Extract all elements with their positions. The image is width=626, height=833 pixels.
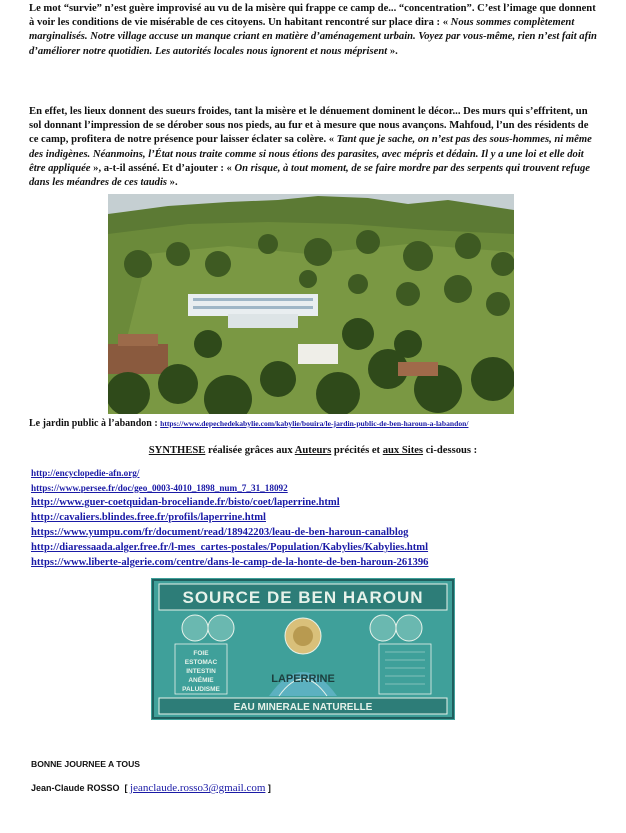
mahfoud-quote: Tant que je sache, on n’est pas des sous-hommes, ni même des indigènes. Néanmoins, l’État nous traite comme si nous étions des parasites, avec mépris et dédain. Il y a une loi et elle doit être appliquée	[29, 134, 592, 174]
paragraph-end: ».	[167, 177, 178, 189]
caption-label: Le jardin public à l’abandon :	[29, 418, 161, 429]
author-email-link[interactable]: jeanclaude.rosso3@gmail.com	[130, 782, 266, 794]
bracket-close: ]	[265, 783, 271, 793]
resident-quote: Nous sommes complètement marginalisés. Notre village accuse un manque criant en matière d’aménagement urbain. Voyez par vous-même, rien n’est fait afin d’améliorer notre quotidien. Les autorités locales nous ignorent et nous méprisent	[29, 17, 597, 57]
synthese-word: SYNTHESE	[148, 445, 206, 456]
label-word: FOIE	[193, 650, 209, 657]
label-word: INTESTIN	[186, 668, 216, 675]
label-bottom: EAU MINERALE NATURELLE	[233, 702, 373, 713]
greeting: BONNE JOURNEE A TOUS	[31, 759, 141, 769]
label-title: SOURCE DE BEN HAROUN	[182, 588, 424, 607]
synthese-text: ci-dessous :	[423, 445, 478, 456]
hillside-village-photo	[108, 194, 514, 414]
source-link[interactable]: https://www.yumpu.com/fr/document/read/18942203/leau-de-ben-haroun-canalblog	[31, 527, 409, 538]
synthese-heading	[0, 445, 626, 456]
synthese-sites: aux Sites	[382, 445, 424, 456]
paragraph-text: En effet, les lieux donnent des sueurs froides, tant la misère et le dénuement dominent le décor... Des murs qui s’effritent, un sol donnant l’impression de se dérober sous nos pieds, au fur et à mesure que nous avançons. Mahfoud, l’un des résidents de ce camp, profitera de notre présence pour laisser éclater sa colère. «	[29, 106, 589, 146]
bracket-open: [	[124, 783, 131, 793]
source-link[interactable]: http://cavaliers.blindes.free.fr/profils/laperrine.html	[31, 512, 266, 523]
synthese-text: précités et	[331, 445, 383, 456]
paragraph-text: Le mot “survie” n’est guère improvisé au vu de la misère qui frappe ce camp de... “concentration”. C’est l’image que donnent à voir les conditions de vie misérable de ces citoyens. Un habitant rencontré sur place dira : «	[29, 3, 596, 29]
source-link[interactable]: https://www.persee.fr/doc/geo_0003-4010_1898_num_7_31_18092	[31, 482, 288, 493]
medal-icon	[396, 615, 422, 641]
label-word: ANÉMIE	[188, 677, 214, 684]
source-link[interactable]: http://www.guer-coetquidan-broceliande.fr/bisto/coet/laperrine.html	[31, 497, 340, 508]
author-line	[31, 782, 271, 794]
synthese-authors: Auteurs	[294, 445, 332, 456]
paragraph-end: ».	[387, 45, 398, 57]
label-word: PALUDISME	[182, 686, 220, 693]
label-word: ESTOMAC	[184, 659, 218, 666]
synthese-text: réalisée grâces aux	[205, 445, 295, 456]
caption-link[interactable]: https://www.depechedekabylie.com/kabylie/bouira/le-jardin-public-de-ben-haroun-a-labandon/	[160, 419, 469, 428]
source-links-list	[31, 466, 428, 570]
source-link[interactable]: https://www.liberte-algerie.com/centre/dans-le-camp-de-la-honte-de-ben-haroun-261396	[31, 557, 429, 568]
intro-paragraph	[29, 2, 599, 59]
ben-haroun-water-label	[151, 578, 455, 720]
paragraph-mid: », a-t-il asséné. Et d’ajouter : «	[90, 162, 235, 174]
serpents-quote: On risque, à tout moment, de se faire mordre par des serpents qui trouvent refuge dans les méandres de ces taudis	[29, 162, 590, 189]
source-link[interactable]: http://diaressaada.alger.free.fr/l-mes_cartes-postales/Population/Kabylies/Kabylies.html	[31, 542, 429, 553]
medal-icon	[370, 615, 396, 641]
medal-icon	[182, 615, 208, 641]
photo-caption	[29, 418, 468, 429]
author-name: Jean-Claude ROSSO	[31, 783, 120, 793]
label-brand: LAPERRINE	[271, 673, 335, 685]
medal-icon	[208, 615, 234, 641]
second-paragraph	[29, 105, 599, 190]
source-link[interactable]: http://encyclopedie-afn.org/	[31, 468, 140, 478]
